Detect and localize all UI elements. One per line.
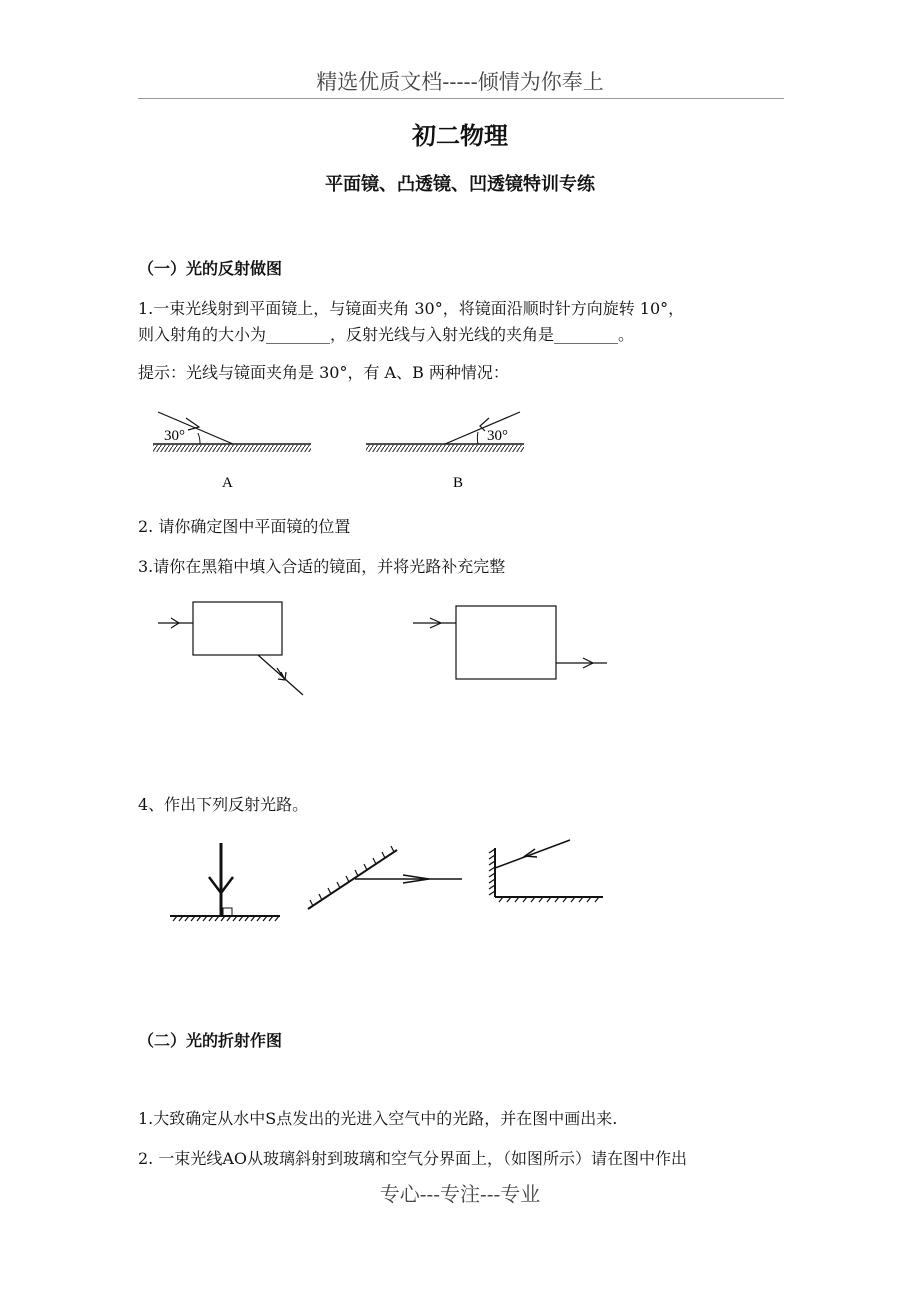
question4-text: 4、作出下列反射光路。: [138, 795, 309, 814]
angle-label-a: 30°: [164, 428, 185, 444]
question1-line1: 1.一束光线射到平面镜上，与镜面夹角 30°，将镜面沿顺时针方向旋转 10°，: [138, 299, 685, 318]
question3-text: 3.请你在黑箱中填入合适的镜面，并将光路补充完整: [138, 557, 506, 576]
black-box-right: [413, 606, 607, 679]
page-subtitle: 平面镜、凸透镜、凹透镜特训专练: [325, 174, 595, 195]
angle-label-b: 30°: [487, 428, 508, 444]
header-divider: [138, 98, 784, 99]
refraction-question2: 2. 一束光线AO从玻璃斜射到玻璃和空气分界面上，（如图所示）请在图中作出: [138, 1149, 688, 1168]
figure-label-a: A: [222, 475, 233, 491]
figure-b: [366, 412, 524, 491]
question2-text: 2. 请你确定图中平面镜的位置: [138, 517, 351, 536]
section1-heading: （一）光的反射做图: [138, 259, 283, 278]
reflection-fig-1: [170, 843, 280, 921]
black-box-figure: [150, 596, 620, 706]
question1-line2: 则入射角的大小为________，反射光线与入射光线的夹角是________。: [138, 325, 635, 344]
black-box-left: [158, 602, 303, 695]
reflection-fig-2: [308, 846, 462, 909]
page-footer: 专心---专注---专业: [379, 1182, 541, 1206]
reflection-path-figure: [165, 835, 625, 930]
figure-a: [153, 412, 311, 491]
refraction-question1: 1.大致确定从水中S点发出的光进入空气中的光路，并在图中画出来.: [138, 1109, 618, 1128]
section2-heading: （二）光的折射作图: [138, 1031, 283, 1050]
hint-text: 提示：光线与镜面夹角是 30°，有 A、B 两种情况：: [138, 363, 509, 382]
reflection-cases-figure: [148, 405, 548, 500]
page-title: 初二物理: [412, 121, 508, 150]
page-header: 精选优质文档-----倾情为你奉上: [316, 70, 604, 94]
figure-label-b: B: [453, 475, 464, 491]
reflection-fig-3: [489, 840, 603, 902]
